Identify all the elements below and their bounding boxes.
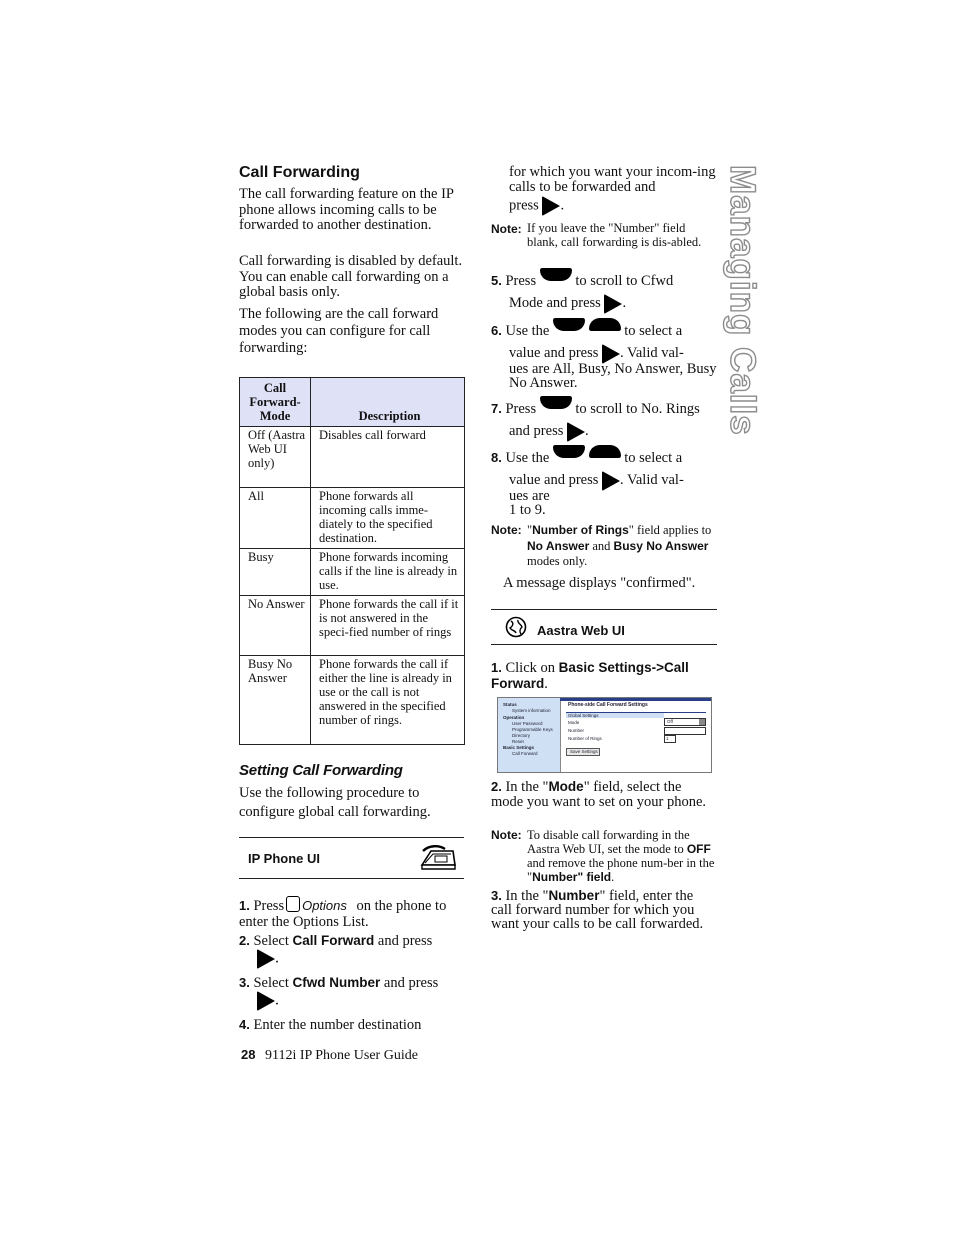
screenshot-rings-select [664, 735, 676, 743]
note-text: . [611, 870, 615, 884]
step-text: press [509, 197, 539, 214]
intro-paragraph-2: Call forwarding is disabled by default. You can enable call forwarding on a global basis only. [239, 253, 463, 300]
divider [491, 609, 717, 610]
step-text: value and press [509, 472, 599, 488]
note-1-text: If you leave the "Number" field blank, call forwarding is dis-abled. [527, 221, 702, 249]
web-ui-screenshot [497, 697, 712, 773]
nav-item: Basic Settings [503, 745, 535, 750]
note-text: and remove the phone num-ber in the " [527, 856, 715, 884]
table-header-mode: Call Forward-Mode [240, 378, 311, 427]
web-step-1: 1. Click on Basic Settings->Call Forward. [491, 660, 689, 692]
step-text: Use the [505, 323, 550, 339]
step-text: to scroll to No. Rings [575, 401, 700, 417]
right-arrow-key-icon: . [257, 949, 279, 969]
note-text: To disable call forwarding in the Aastra Web UI, set the mode to [527, 828, 690, 856]
step-number: 6. [491, 323, 502, 338]
step-text: Press [505, 401, 537, 417]
step-text: Select [253, 975, 289, 991]
aastra-web-ui-label: Aastra Web UI [537, 623, 625, 638]
procedure-intro: Use the following procedure to configure global call forwarding. [239, 785, 431, 820]
screenshot-sidebar [498, 698, 561, 772]
table-row [240, 549, 465, 596]
nav-item: Directory [512, 733, 531, 738]
note-label: Note: [491, 523, 522, 537]
intro-paragraph-1: The call forwarding feature on the IP phone allows incoming calls to be forwarded to another destination. [239, 186, 454, 233]
page-number: 28 [241, 1047, 256, 1062]
step-1 [239, 896, 464, 930]
nav-item: Reset [512, 739, 524, 744]
up-arrow-key-icon [589, 445, 621, 458]
table-cell-description: Phone forwards all incoming calls imme-diately to the specified destination. [311, 488, 465, 549]
down-arrow-key-icon [540, 268, 572, 281]
step-number: 5. [491, 273, 502, 288]
note-text-bold: OFF [686, 842, 711, 856]
nav-item: Programmable Keys [512, 727, 553, 732]
table-cell-mode: Busy No Answer [240, 656, 311, 745]
step-number: 2. [491, 779, 502, 794]
table-header-description: Description [311, 378, 465, 427]
call-forward-modes-table [239, 377, 465, 745]
right-arrow-key-icon [567, 422, 585, 442]
step-number: 4. [239, 1017, 250, 1032]
step-text: value and press [509, 345, 599, 361]
step-text: and press [383, 975, 439, 991]
step-text: ues are [509, 488, 550, 504]
down-arrow-key-icon [540, 396, 572, 409]
table-header-row [240, 378, 465, 427]
subsection-heading: Setting Call Forwarding [239, 762, 403, 779]
screenshot-field-label: Mode [568, 720, 580, 725]
step-5: 5. Press to scroll to Cfwd Mode and press . [491, 268, 717, 314]
step-text: Click on [505, 660, 556, 676]
table-row [240, 596, 465, 656]
right-arrow-key-icon [542, 196, 560, 216]
note-text: and [589, 538, 614, 553]
table-cell-description: Disables call forward [311, 427, 465, 488]
step-number: 2. [239, 933, 250, 948]
step-8 [491, 445, 717, 491]
step-number: 1. [239, 898, 250, 913]
note-label: Note: [491, 828, 522, 842]
divider [239, 837, 464, 838]
note-text-bold: Busy No Answer [613, 538, 709, 553]
table-row [240, 656, 465, 745]
nav-item: User Password [512, 721, 543, 726]
chapter-side-title [723, 165, 764, 445]
screenshot-rings-value: 1 [666, 736, 669, 741]
screenshot-number-input [664, 727, 706, 735]
step-text-bold: Mode [548, 779, 584, 794]
step-text-bold: Cfwd Number [292, 975, 381, 990]
right-arrow-key-icon [604, 294, 622, 314]
table-row [240, 488, 465, 549]
nav-item: Operation [503, 715, 525, 720]
confirmed-message: A message displays "confirmed". [503, 575, 696, 591]
screenshot-title: Phone-side Call Forward Settings [568, 702, 648, 708]
note-text-bold: No Answer [527, 538, 590, 553]
note-label: Note: [491, 222, 522, 236]
divider [239, 878, 464, 879]
step-text: and press [377, 933, 433, 949]
screenshot-save-label: Save Settings [570, 749, 598, 754]
step-7: 7. Press to scroll to No. Rings and press . [491, 396, 717, 442]
table-cell-mode: All [240, 488, 311, 549]
ip-phone-ui-label: IP Phone UI [248, 851, 320, 866]
step-text: . Valid val- [620, 472, 684, 488]
note-3-text [527, 828, 719, 884]
step-text: Select [253, 933, 289, 949]
note-text-bold: Number of Rings [532, 523, 629, 537]
step-text: In the " [505, 888, 549, 904]
down-arrow-key-icon [553, 445, 585, 458]
step-6 [491, 318, 717, 364]
step-text: Press [505, 273, 537, 289]
step-number: 3. [491, 888, 502, 903]
phone-icon [419, 843, 457, 873]
section-heading: Call Forwarding [239, 164, 360, 181]
note-text-bold: Number" field [532, 870, 612, 884]
step-6-values: ues are All, Busy, No Answer, Busy No Answer. [509, 361, 717, 391]
table-cell-mode: No Answer [240, 596, 311, 656]
step-text: 1 to 9. [509, 502, 546, 518]
intro-paragraph-3: The following are the call forward modes you can configure for call forwarding: [239, 306, 439, 356]
screenshot-field-label: Number of Rings [568, 736, 602, 741]
step-text: " field, enter the call forward number for which you want your calls to be call forwarded. [491, 888, 704, 932]
table-cell-mode: Off (Aastra Web UI only) [240, 427, 311, 488]
step-4-press: press . [509, 196, 564, 216]
step-2 [239, 933, 464, 950]
globe-icon [505, 616, 527, 638]
step-8-values [509, 489, 550, 517]
down-arrow-key-icon [553, 318, 585, 331]
step-text: Press [253, 898, 285, 914]
step-number: 8. [491, 450, 502, 465]
screenshot-mode-select [664, 718, 706, 726]
right-arrow-key-icon [602, 471, 620, 491]
step-text: to select a [624, 323, 683, 339]
up-arrow-key-icon [589, 318, 621, 331]
nav-item: Status [503, 702, 517, 707]
step-text: to scroll to Cfwd [575, 273, 674, 289]
step-text: Use the [505, 450, 550, 466]
step-number: 7. [491, 401, 502, 416]
screenshot-mode-value: Off [667, 719, 673, 724]
nav-item: Call Forward [512, 751, 538, 756]
divider [491, 644, 717, 645]
step-4 [239, 1017, 464, 1034]
step-number: 1. [491, 660, 502, 675]
step-text: to select a [624, 450, 683, 466]
step-text: on the phone to enter the Options List. [239, 898, 447, 930]
table-cell-description: Phone forwards the call if it is not answered in the speci-fied number of rings [311, 596, 465, 656]
options-key-icon [286, 896, 300, 912]
web-step-3 [491, 889, 717, 931]
step-4-continued: for which you want your incom-ing calls to be forwarded and [509, 164, 716, 195]
step-text: In the " [505, 779, 549, 795]
table-cell-mode: Busy [240, 549, 311, 596]
step-text: Mode and press [509, 295, 601, 311]
nav-item: System information [512, 708, 551, 713]
step-text: Enter the number destination [253, 1017, 422, 1033]
table-row [240, 427, 465, 488]
screenshot-field-label: Number [568, 728, 585, 733]
step-number: 3. [239, 975, 250, 990]
guide-title: 9112i IP Phone User Guide [264, 1048, 418, 1063]
page-footer [241, 1047, 418, 1064]
screenshot-save-button [566, 748, 600, 756]
options-key-label: Options [302, 898, 347, 913]
note-text: " field applies to [628, 523, 712, 537]
note-text: " [527, 523, 533, 537]
step-3 [239, 975, 464, 992]
right-arrow-key-icon: . [257, 991, 279, 1011]
web-step-2 [491, 780, 717, 809]
step-text-bold: Basic Settings->Call Forward [491, 660, 689, 691]
chapter-side-title-text: Managing Calls [723, 165, 762, 436]
table-cell-description: Phone forwards the call if either the line is already in use or the call is not answered in the specified number of rings. [311, 656, 465, 745]
step-text: and press [509, 423, 564, 439]
note-2-text [527, 523, 717, 570]
screenshot-group: Global Settings [568, 713, 599, 718]
step-text-bold: Call Forward [292, 933, 375, 948]
step-text: " field, select the mode you want to set on your phone. [491, 779, 707, 810]
step-text: . Valid val- [620, 345, 684, 361]
note-text: modes only. [527, 554, 588, 568]
step-text-bold: Number [548, 888, 600, 903]
table-cell-description: Phone forwards incoming calls if the line is already in use. [311, 549, 465, 596]
